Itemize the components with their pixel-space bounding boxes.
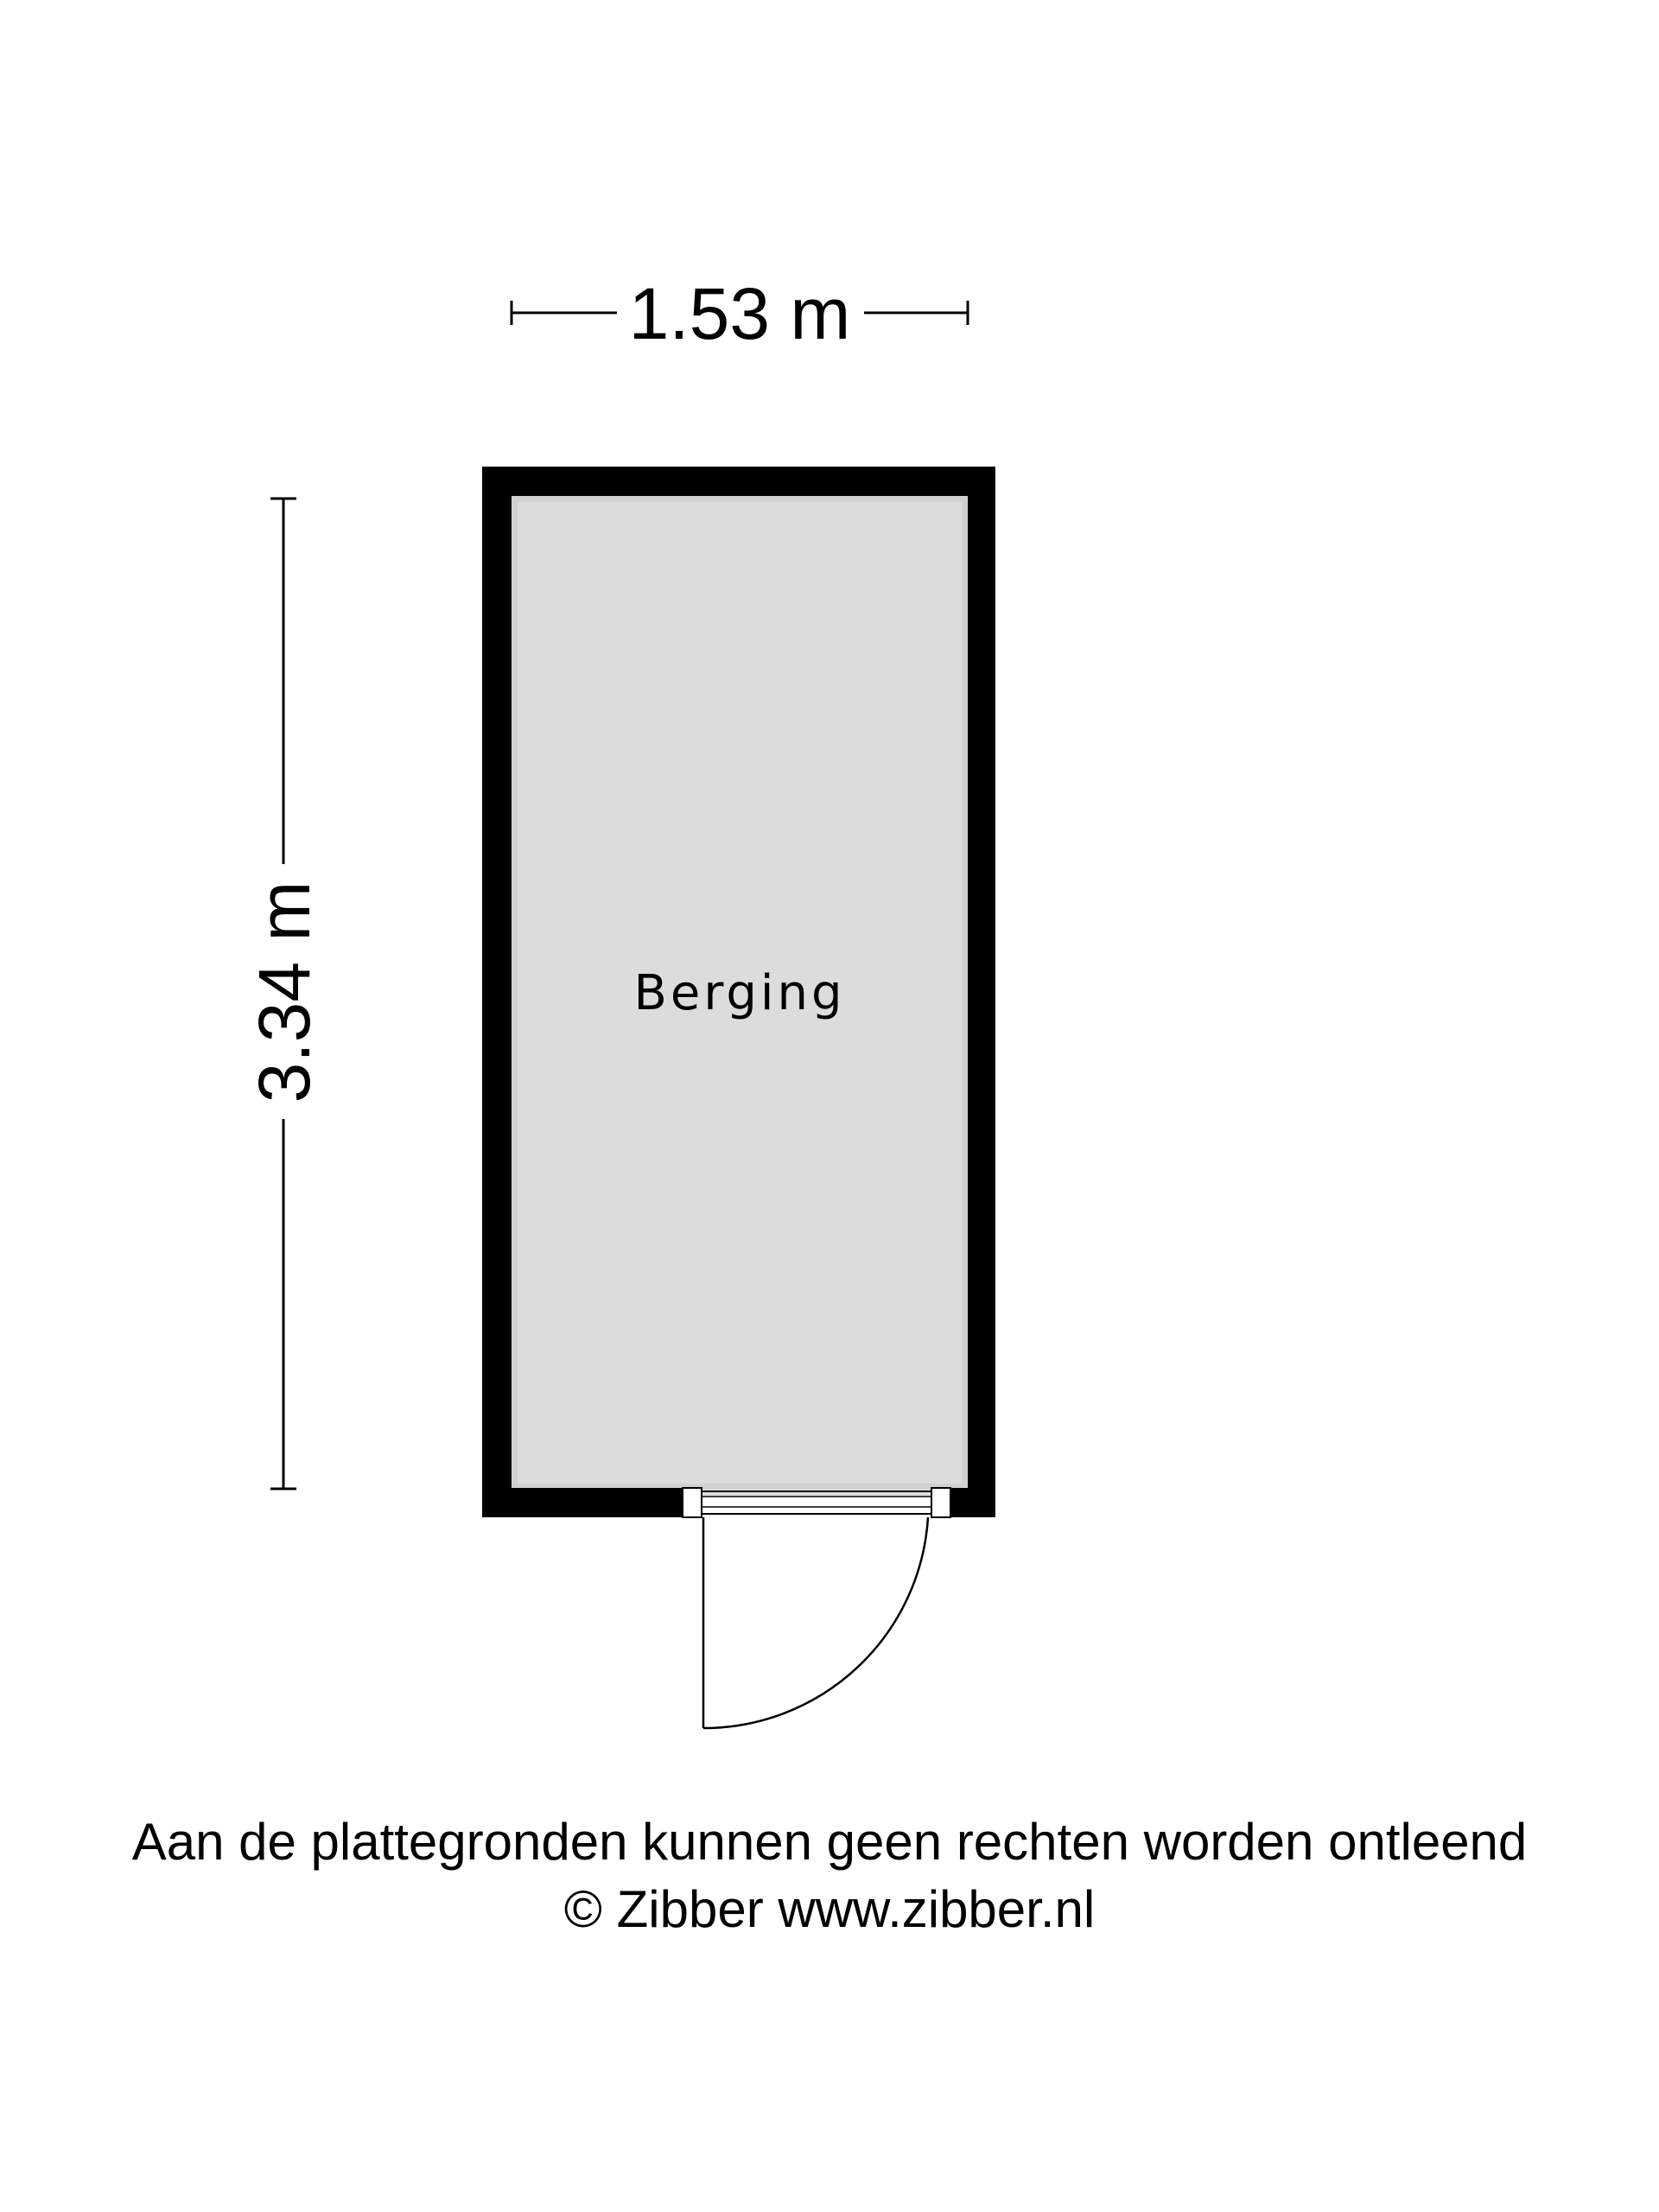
width-dimension-label: 1.53 m [628, 273, 851, 354]
height-dimension-label: 3.34 m [244, 880, 325, 1103]
width-dimension [512, 273, 968, 354]
room-label-berging: Berging [633, 965, 846, 1021]
door [683, 1488, 950, 1728]
wall-bottom-right [950, 1488, 995, 1517]
height-dimension [244, 499, 325, 1489]
wall-bottom-left [482, 1488, 683, 1517]
wall-right [968, 467, 995, 1517]
wall-left [482, 467, 512, 1517]
disclaimer-text: Aan de plattegronden kunnen geen rechten worden ontleend [131, 1813, 1528, 1871]
room-berging [482, 467, 995, 1728]
credit-text: © Zibber www.zibber.nl [563, 1880, 1096, 1938]
door-swing-arc [703, 1517, 928, 1728]
wall-top [482, 467, 995, 496]
